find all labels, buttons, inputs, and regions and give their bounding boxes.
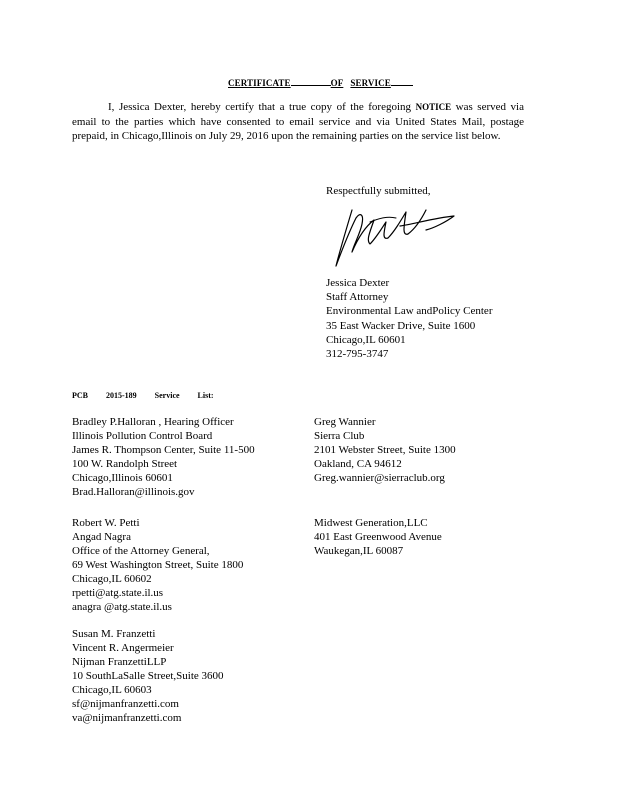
service-email: rpetti@atg.state.il.us	[72, 587, 164, 599]
certificate-title	[228, 76, 413, 88]
service-email: anagra @atg.state.il.us	[72, 601, 172, 613]
service-entry-midwest-generation	[314, 516, 442, 558]
closing-text: Respectfully submitted,	[326, 185, 431, 197]
service-line: Illinois Pollution Control Board	[72, 430, 213, 442]
service-line: Oakland, CA 94612	[314, 458, 402, 470]
title-part-service: SERVICE	[350, 78, 391, 88]
certification-paragraph	[72, 100, 524, 144]
service-line: Vincent R. Angermeier	[72, 642, 174, 654]
service-line: James R. Thompson Center, Suite 11-500	[72, 444, 255, 456]
handwritten-signature	[330, 200, 460, 275]
service-list-number: 2015-189	[106, 391, 137, 400]
service-line: Sierra Club	[314, 430, 365, 442]
service-line: Bradley P.Halloran , Hearing Officer	[72, 416, 234, 428]
service-line: Chicago,Illinois 60601	[72, 472, 173, 484]
title-underline-gap	[291, 76, 331, 86]
service-line: Office of the Attorney General,	[72, 545, 210, 557]
service-line: Midwest Generation,LLC	[314, 517, 428, 529]
service-email: sf@nijmanfranzetti.com	[72, 698, 179, 710]
service-line: 69 West Washington Street, Suite 1800	[72, 559, 244, 571]
service-entry-nijman-franzetti	[72, 627, 224, 725]
service-list-pcb: PCB	[72, 391, 88, 400]
service-list-label-2: List:	[197, 391, 214, 400]
service-entry-attorney-general	[72, 516, 243, 614]
service-line: Greg Wannier	[314, 416, 376, 428]
signature-block	[326, 276, 492, 361]
service-line: Waukegan,IL 60087	[314, 545, 404, 557]
title-part-certificate: CERTIFICATE	[228, 78, 291, 88]
signer-phone: 312-795-3747	[326, 348, 389, 361]
service-entry-sierra-club	[314, 415, 456, 485]
signer-title: Staff Attorney	[326, 291, 389, 304]
title-underline-tail	[391, 76, 413, 86]
service-line: 100 W. Randolph Street	[72, 458, 178, 470]
service-line: Chicago,IL 60603	[72, 684, 152, 696]
signer-street: 35 East Wacker Drive, Suite 1600	[326, 319, 476, 332]
service-line: Nijman FranzettiLLP	[72, 656, 167, 668]
service-email: Brad.Halloran@illinois.gov	[72, 486, 195, 498]
service-email: va@nijmanfranzetti.com	[72, 712, 182, 724]
service-entry-hearing-officer	[72, 415, 255, 499]
service-email: Greg.wannier@sierraclub.org	[314, 472, 445, 484]
service-line: Chicago,IL 60602	[72, 573, 152, 585]
service-line: 2101 Webster Street, Suite 1300	[314, 444, 456, 456]
service-line: 401 East Greenwood Avenue	[314, 531, 442, 543]
service-line: Susan M. Franzetti	[72, 628, 156, 640]
service-line: Robert W. Petti	[72, 517, 140, 529]
signer-city: Chicago,IL 60601	[326, 333, 406, 346]
title-part-of: OF	[330, 78, 344, 88]
service-list-label: Service	[154, 391, 180, 400]
service-list-heading	[72, 391, 232, 400]
paragraph-after-notice: was served via email to the parties which have consented to email service and via United States Mail, postage prepaid, in Chicago,Illinois on July 29, 2016 upon the remaining parties on the service list below.	[72, 101, 524, 142]
service-line: 10 SouthLaSalle Street,Suite 3600	[72, 670, 224, 682]
paragraph-before-notice: I, Jessica Dexter, hereby certify that a true copy of the foregoing	[108, 101, 412, 113]
service-line: Angad Nagra	[72, 531, 131, 543]
signer-organization: Environmental Law andPolicy Center	[326, 305, 493, 318]
paragraph-notice: NOTICE	[415, 102, 452, 112]
signer-name: Jessica Dexter	[326, 277, 390, 289]
